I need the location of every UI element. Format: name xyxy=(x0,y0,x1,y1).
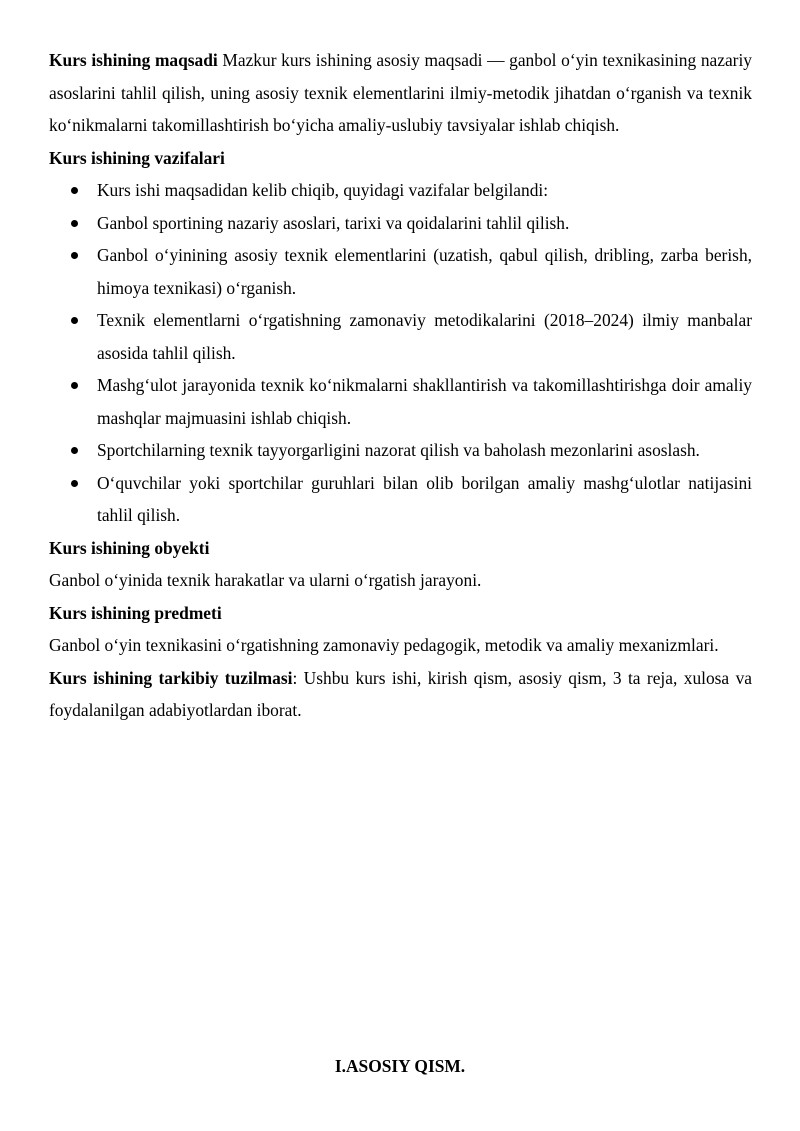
maqsad-text: Mazkur kurs ishining asosiy maqsadi — ganbol o‘yin texnikasining nazariy asoslarini tahlil qilish, uning asosiy texnik elementlarini ilmiy-metodik jihatdan o‘rganish va texnik ko‘nikmalarni takomillashtirish bo‘yicha amaliy-uslubiy tavsiyalar ishlab chiqish. xyxy=(49,50,752,135)
list-item xyxy=(49,174,752,207)
list-item-text: Ganbol o‘yinining asosiy texnik elementlarini (uzatish, qabul qilish, dribling, zarba berish, himoya texnikasi) o‘rganish. xyxy=(97,245,752,298)
obyekt-text: Ganbol o‘yinida texnik harakatlar va ularni o‘rgatish jarayoni. xyxy=(49,570,482,590)
bullet-icon xyxy=(71,480,78,487)
maqsad-heading: Kurs ishining maqsadi xyxy=(49,50,218,70)
list-item xyxy=(49,239,752,304)
tuzilma-text: : Ushbu kurs ishi, kirish qism, asosiy qism, 3 ta reja, xulosa va foydalanilgan adabiyotlardan iborat. xyxy=(49,667,752,720)
predmet-text: Ganbol o‘yin texnikasini o‘rgatishning zamonaviy pedagogik, metodik va amaliy mexanizmlari. xyxy=(49,635,719,655)
vazifalar-heading: Kurs ishining vazifalari xyxy=(49,147,225,168)
list-item-text: Kurs ishi maqsadidan kelib chiqib, quyidagi vazifalar belgilandi: xyxy=(97,180,549,200)
section-title: I.ASOSIY QISM. xyxy=(334,1056,466,1076)
bullet-icon xyxy=(71,220,78,227)
list-item xyxy=(49,434,752,467)
tuzilma-paragraph xyxy=(49,662,752,727)
list-item xyxy=(49,207,752,240)
bullet-icon xyxy=(71,382,78,389)
bullet-icon xyxy=(71,252,78,259)
bullet-icon xyxy=(71,317,78,324)
list-item-text: Mashg‘ulot jarayonida texnik ko‘nikmalarni shakllantirish va takomillashtirishga doir amaliy mashqlar majmuasini ishlab chiqish. xyxy=(97,375,752,428)
list-item-text: Texnik elementlarni o‘rgatishning zamonaviy metodikalarini (2018–2024) ilmiy manbalar asosida tahlil qilish. xyxy=(97,310,752,363)
bullet-icon xyxy=(71,187,78,194)
list-item xyxy=(49,369,752,434)
obyekt-heading: Kurs ishining obyekti xyxy=(49,537,210,558)
list-item xyxy=(49,304,752,369)
document-body xyxy=(49,44,752,727)
maqsad-paragraph xyxy=(49,44,752,142)
list-item xyxy=(49,467,752,532)
list-item-text: Ganbol sportining nazariy asoslari, tarixi va qoidalarini tahlil qilish. xyxy=(97,212,570,233)
predmet-heading: Kurs ishining predmeti xyxy=(49,602,222,623)
vazifalar-list xyxy=(49,174,752,532)
bullet-icon xyxy=(71,447,78,454)
tuzilma-heading: Kurs ishining tarkibiy tuzilmasi xyxy=(49,667,293,688)
list-item-text: Sportchilarning texnik tayyorgarligini nazorat qilish va baholash mezonlarini asoslash. xyxy=(97,440,700,460)
list-item-text: O‘quvchilar yoki sportchilar guruhlari bilan olib borilgan amaliy mashg‘ulotlar natijasini tahlil qilish. xyxy=(97,472,752,525)
